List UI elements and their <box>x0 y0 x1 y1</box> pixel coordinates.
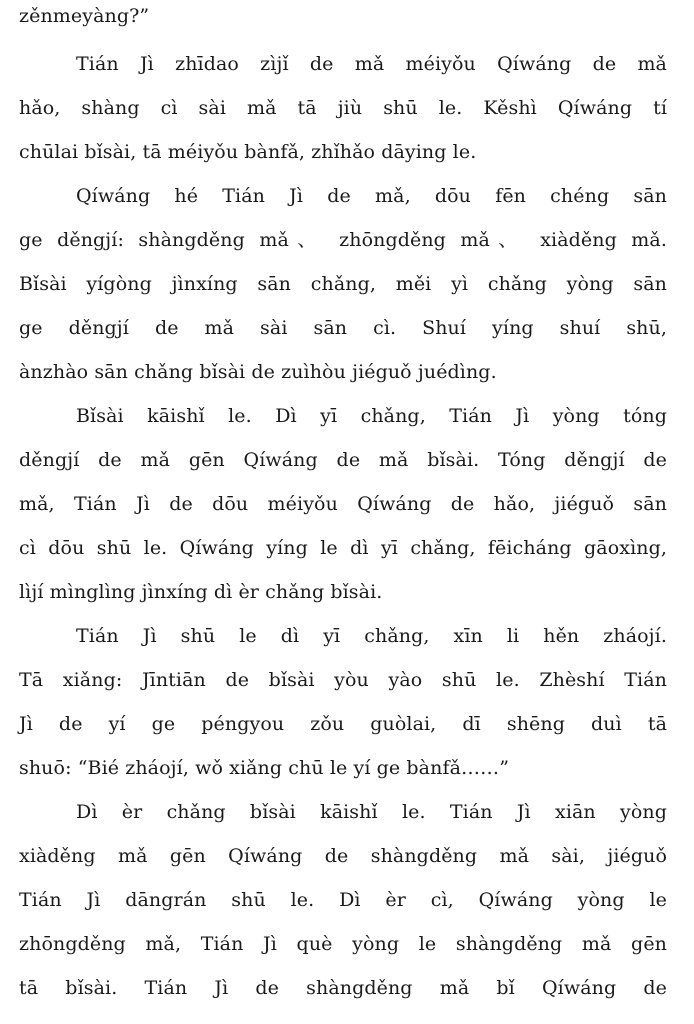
paragraph-first-line: Dì èr chǎng bǐsài kāishǐ le. Tián Jì xiān yòng <box>76 801 667 823</box>
text-line: mǎ, Tián Jì de dōu méiyǒu Qíwáng de hǎo, jiéguǒ sān <box>19 493 667 515</box>
text-line: Tián Jì dāngrán shū le. Dì èr cì, Qíwáng yòng le <box>19 889 667 911</box>
text-line: ge děngjí de mǎ sài sān cì. Shuí yíng shuí shū, <box>19 317 667 339</box>
text-line: zěnmeyàng?” <box>19 5 150 27</box>
text-line: lìjí mìnglìng jìnxíng dì èr chǎng bǐsài. <box>19 581 383 603</box>
paragraph-first-line: Qíwáng hé Tián Jì de mǎ, dōu fēn chéng sān <box>76 185 667 207</box>
paragraph-first-line: Tián Jì shū le dì yī chǎng, xīn li hěn zháojí. <box>76 625 667 647</box>
text-line: cì dōu shū le. Qíwáng yíng le dì yī chǎng, fēicháng gāoxìng, <box>19 537 667 559</box>
text-line: shuō: “Bié zháojí, wǒ xiǎng chū le yí ge bànfǎ……” <box>19 757 510 779</box>
text-line: xiàděng mǎ gēn Qíwáng de shàngděng mǎ sài, jiéguǒ <box>19 845 667 867</box>
text-line: Bǐsài yígòng jìnxíng sān chǎng, měi yì chǎng yòng sān <box>19 273 667 295</box>
text-line: Tā xiǎng: Jīntiān de bǐsài yòu yào shū le. Zhèshí Tián <box>19 669 667 691</box>
text-line: Jì de yí ge péngyou zǒu guòlai, dī shēng duì tā <box>19 713 667 735</box>
text-line: zhōngděng mǎ, Tián Jì què yòng le shàngděng mǎ gēn <box>19 933 667 955</box>
text-line: chūlai bǐsài, tā méiyǒu bànfǎ, zhǐhǎo dāying le. <box>19 141 477 163</box>
paragraph-first-line: Bǐsài kāishǐ le. Dì yī chǎng, Tián Jì yòng tóng <box>76 405 667 427</box>
text-line: tā bǐsài. Tián Jì de shàngděng mǎ bǐ Qíwáng de <box>19 977 667 999</box>
paragraph-first-line: Tián Jì zhīdao zìjǐ de mǎ méiyǒu Qíwáng de mǎ <box>76 53 667 75</box>
text-line: ge děngjí: shàngděng mǎ、 zhōngděng mǎ、 xiàděng mǎ. <box>19 229 667 251</box>
text-line: ànzhào sān chǎng bǐsài de zuìhòu jiéguǒ juédìng. <box>19 361 497 383</box>
text-line: děngjí de mǎ gēn Qíwáng de mǎ bǐsài. Tóng děngjí de <box>19 449 667 471</box>
text-line: hǎo, shàng cì sài mǎ tā jiù shū le. Kěshì Qíwáng tí <box>19 97 667 119</box>
